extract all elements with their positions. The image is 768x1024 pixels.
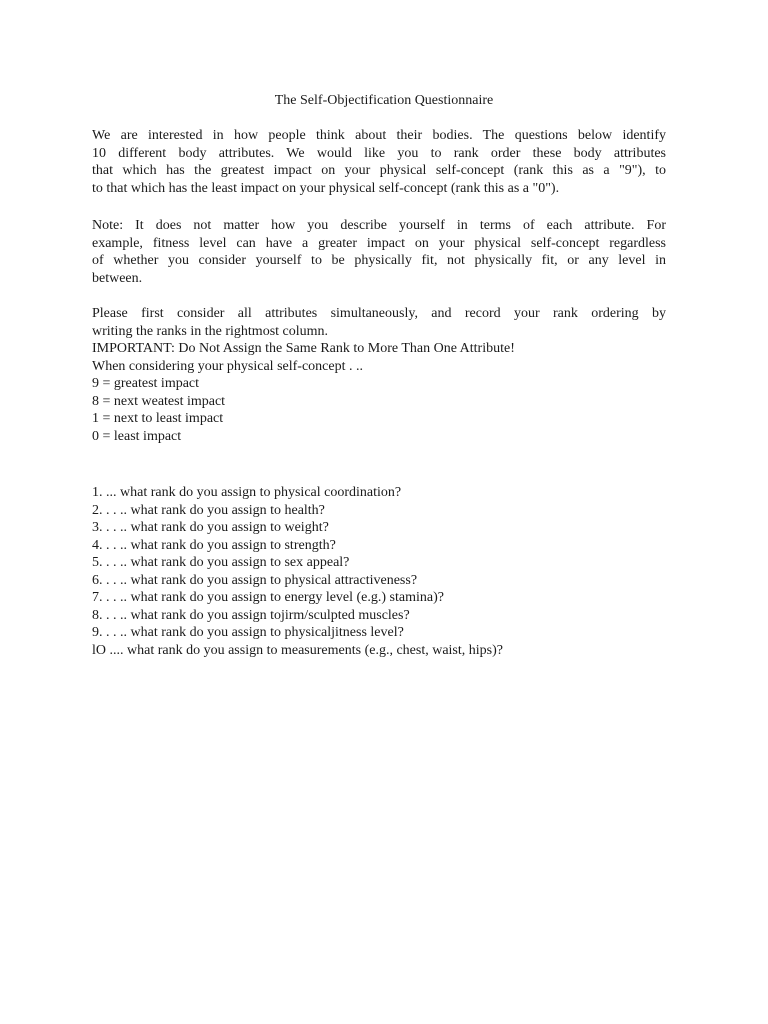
question-item: 4. . . .. what rank do you assign to strength? — [92, 537, 336, 553]
intro-line: We are interested in how people think about their bodies. The questions below identify — [92, 128, 666, 143]
intro-line: 10 different body attributes. We would like you to rank order these body attributes — [92, 145, 666, 161]
note-line: Note: It does not matter how you describe yourself in terms of each attribute. For — [92, 218, 666, 233]
intro-paragraph — [92, 127, 666, 197]
note-line: of whether you consider yourself to be physically fit, not physically fit, or any level in — [92, 253, 666, 268]
important-notice: IMPORTANT: Do Not Assign the Same Rank to More Than One Attribute! — [92, 341, 515, 356]
instructions-block — [92, 305, 666, 445]
note-line: example, fitness level can have a greater impact on your physical self-concept regardless — [92, 235, 666, 251]
question-item: 8. . . .. what rank do you assign tojirm/sculpted muscles? — [92, 607, 410, 623]
question-item: 1. ... what rank do you assign to physical coordination? — [92, 485, 402, 500]
rank-scale-item: 1 = next to least impact — [92, 411, 224, 426]
rank-scale-item: 9 = greatest impact — [92, 376, 200, 391]
question-item: 9. . . .. what rank do you assign to physicaljitness level? — [92, 625, 404, 640]
instruction-line: Please first consider all attributes simultaneously, and record your rank ordering by — [92, 306, 666, 321]
intro-line: that which has the greatest impact on your physical self-concept (rank this as a "9"), to — [92, 163, 666, 178]
instruction-line: writing the ranks in the rightmost column. — [92, 323, 329, 339]
question-item: 2. . . .. what rank do you assign to health? — [92, 502, 325, 518]
note-paragraph — [92, 217, 666, 287]
intro-line: to that which has the least impact on your physical self-concept (rank this as a "0"). — [92, 180, 560, 196]
rank-scale-item: 8 = next weatest impact — [92, 393, 226, 409]
rank-scale-item: 0 = least impact — [92, 428, 182, 444]
note-line: between. — [92, 270, 143, 286]
question-item: lO .... what rank do you assign to measurements (e.g., chest, waist, hips)? — [92, 642, 503, 658]
question-item: 5. . . .. what rank do you assign to sex appeal? — [92, 555, 350, 570]
instruction-line: When considering your physical self-concept . .. — [92, 358, 363, 374]
document-title: The Self-Objectification Questionnaire — [274, 93, 494, 108]
question-list — [92, 484, 666, 659]
question-item: 3. . . .. what rank do you assign to weight? — [92, 520, 329, 535]
question-item: 6. . . .. what rank do you assign to physical attractiveness? — [92, 572, 418, 588]
question-item: 7. . . .. what rank do you assign to energy level (e.g.) stamina)? — [92, 590, 444, 605]
